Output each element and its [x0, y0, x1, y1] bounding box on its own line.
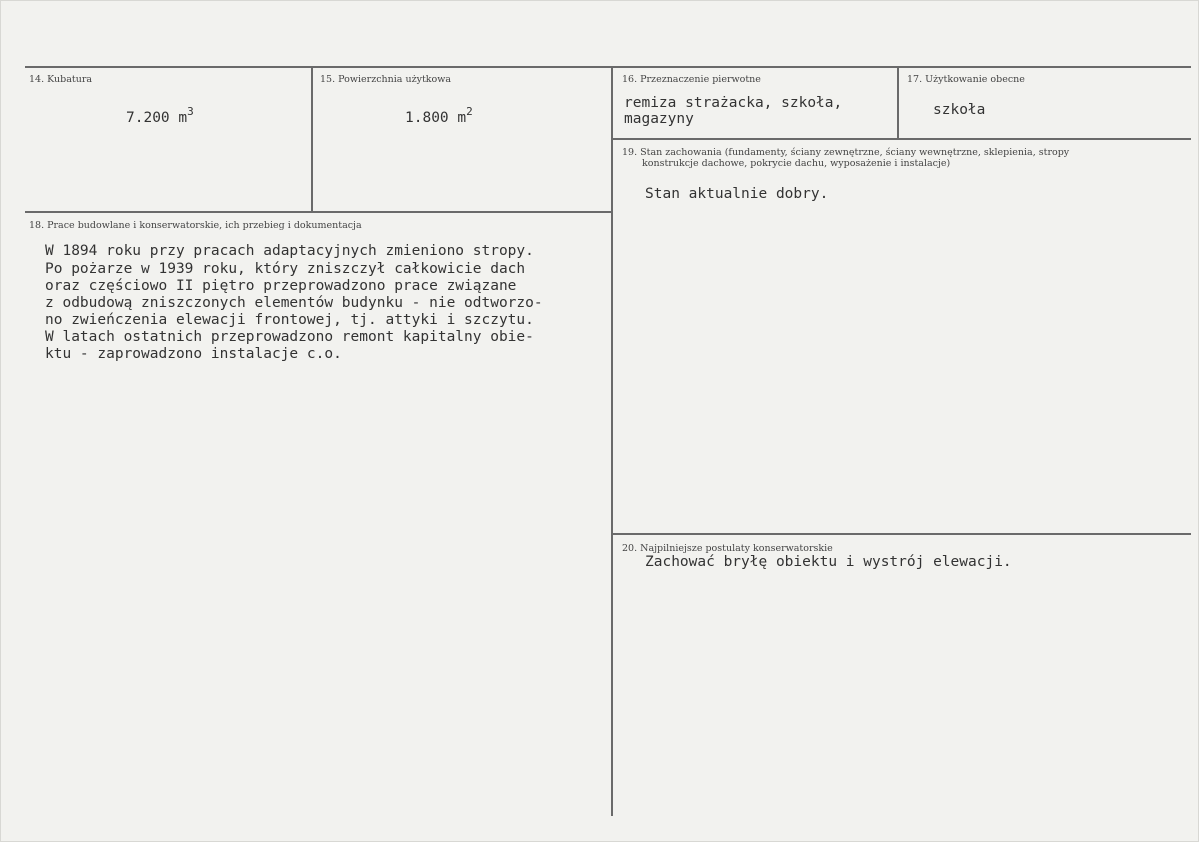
- field-20-label: 20. Najpilniejsze postulaty konserwatorskie: [622, 543, 833, 554]
- field-17-value: szkoła: [933, 102, 986, 118]
- field-14-value: [126, 105, 194, 127]
- field-14-exponent: 3: [187, 105, 194, 118]
- field-15-number: 1.800 m: [405, 110, 467, 126]
- rule-below-16-17: [613, 138, 1191, 140]
- field-18-line: ktu - zaprowadzono instalacje c.o.: [45, 346, 342, 362]
- divider-16-17: [897, 66, 899, 139]
- field-20-value: Zachować bryłę obiektu i wystrój elewacji.: [645, 554, 1012, 570]
- field-17-label: 17. Użytkowanie obecne: [907, 74, 1025, 85]
- field-18-line: Po pożarze w 1939 roku, który zniszczył całkowicie dach: [45, 261, 526, 277]
- field-19-label-line-1: 19. Stan zachowania (fundamenty, ściany zewnętrzne, ściany wewnętrzne, sklepienia, stropy: [622, 147, 1070, 158]
- rule-below-14-15: [25, 211, 613, 213]
- field-14-label: 14. Kubatura: [29, 74, 93, 85]
- field-19-label-line-2: konstrukcje dachowe, pokrycie dachu, wyposażenie i instalacje): [642, 158, 951, 169]
- field-16-label: 16. Przeznaczenie pierwotne: [622, 74, 761, 85]
- field-16-value-line-1: remiza strażacka, szkoła,: [624, 95, 843, 111]
- field-16-value-line-2: magazyny: [624, 111, 694, 127]
- main-divider: [611, 66, 613, 816]
- field-15-label: 15. Powierzchnia użytkowa: [320, 74, 452, 85]
- rule-below-19: [613, 533, 1191, 535]
- field-18-line: oraz częściowo II piętro przeprowadzono prace związane: [45, 278, 517, 294]
- field-18-line: no zwieńczenia elewacji frontowej, tj. attyki i szczytu.: [45, 312, 534, 328]
- field-18-label: 18. Prace budowlane i konserwatorskie, ich przebieg i dokumentacja: [29, 220, 362, 231]
- divider-14-15: [311, 66, 313, 212]
- field-15-value: [405, 105, 473, 127]
- field-14-number: 7.200 m: [126, 110, 188, 126]
- field-15-exponent: 2: [466, 105, 473, 118]
- field-19-value: Stan aktualnie dobry.: [645, 186, 829, 202]
- field-18-line: z odbudową zniszczonych elementów budynku - nie odtworzo-: [45, 295, 543, 311]
- top-rule: [25, 66, 1191, 68]
- field-18-line: W latach ostatnich przeprowadzono remont kapitalny obie-: [45, 329, 534, 345]
- field-18-line: W 1894 roku przy pracach adaptacyjnych zmieniono stropy.: [45, 243, 534, 259]
